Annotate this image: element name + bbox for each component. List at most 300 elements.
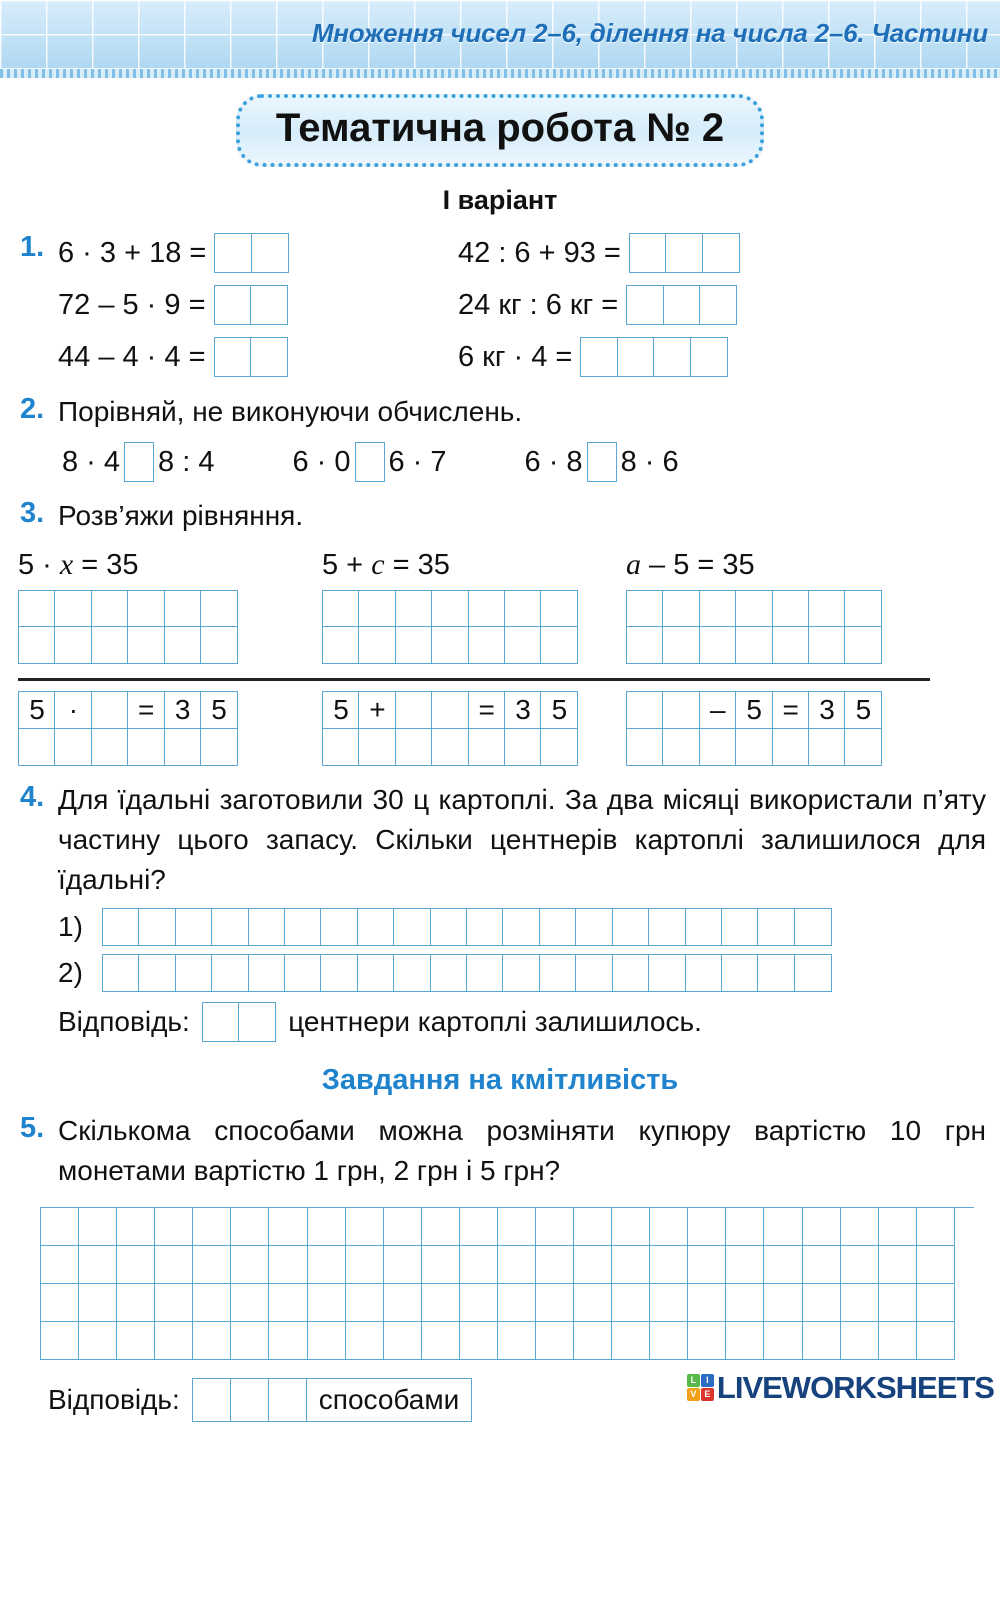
grid-cell[interactable] bbox=[841, 1284, 879, 1322]
grid-cell[interactable] bbox=[384, 1246, 422, 1284]
answer-cell[interactable] bbox=[721, 954, 759, 992]
answer-cell[interactable] bbox=[662, 626, 700, 664]
grid-cell[interactable] bbox=[460, 1284, 498, 1322]
grid-cell[interactable] bbox=[574, 1208, 612, 1246]
answer-cell[interactable]: 3 bbox=[164, 691, 202, 729]
answer-cell[interactable] bbox=[248, 908, 286, 946]
answer-cell[interactable] bbox=[18, 626, 56, 664]
answer-cell[interactable] bbox=[175, 954, 213, 992]
answer-cell[interactable] bbox=[102, 908, 140, 946]
grid-cell[interactable] bbox=[612, 1208, 650, 1246]
answer-cell[interactable] bbox=[54, 590, 92, 628]
answer-cell[interactable] bbox=[322, 590, 360, 628]
grid-cell[interactable] bbox=[841, 1322, 879, 1360]
answer-cell[interactable] bbox=[580, 337, 618, 377]
answer-cell[interactable]: = bbox=[127, 691, 165, 729]
exercise-3-number: 3. bbox=[20, 497, 45, 529]
exercise-4-work-line bbox=[58, 908, 986, 946]
answer-cell[interactable] bbox=[612, 908, 650, 946]
grid-cell[interactable] bbox=[879, 1208, 917, 1246]
answer-cell[interactable] bbox=[430, 908, 468, 946]
grid-cell[interactable] bbox=[498, 1246, 536, 1284]
answer-cell[interactable] bbox=[127, 590, 165, 628]
answer-cell[interactable] bbox=[772, 590, 810, 628]
grid-cell[interactable] bbox=[726, 1284, 764, 1322]
grid-cell[interactable] bbox=[346, 1208, 384, 1246]
equation-solution-grid[interactable] bbox=[626, 691, 930, 765]
grid-cell[interactable] bbox=[764, 1284, 802, 1322]
answer-cell[interactable] bbox=[320, 908, 358, 946]
answer-cell[interactable] bbox=[18, 590, 56, 628]
grid-cell[interactable] bbox=[117, 1208, 155, 1246]
answer-cell[interactable] bbox=[248, 954, 286, 992]
answer-cell[interactable] bbox=[540, 728, 578, 766]
answer-cell[interactable] bbox=[238, 1002, 276, 1042]
answer-cell[interactable] bbox=[138, 954, 176, 992]
grid-cell[interactable] bbox=[422, 1284, 460, 1322]
grid-cell[interactable] bbox=[612, 1284, 650, 1322]
grid-cell[interactable] bbox=[269, 1246, 307, 1284]
answer-cell[interactable] bbox=[91, 590, 129, 628]
grid-cell[interactable] bbox=[308, 1246, 346, 1284]
worksheet-title: Тематична робота № 2 bbox=[236, 94, 764, 167]
answer-cell[interactable] bbox=[587, 442, 617, 482]
answer-cell[interactable] bbox=[617, 337, 655, 377]
grid-cell[interactable] bbox=[688, 1284, 726, 1322]
answer-cell[interactable] bbox=[175, 908, 213, 946]
exercise-1-item bbox=[58, 232, 458, 274]
grid-cell[interactable] bbox=[460, 1322, 498, 1360]
answer-cell[interactable] bbox=[662, 691, 700, 729]
answer-cell[interactable] bbox=[648, 908, 686, 946]
grid-cell[interactable] bbox=[460, 1246, 498, 1284]
grid-cell[interactable] bbox=[41, 1284, 79, 1322]
equation-solution-grid[interactable] bbox=[322, 691, 626, 765]
equation-lead: 5 + bbox=[322, 549, 372, 581]
exercise-2-number: 2. bbox=[20, 393, 45, 425]
answer-cell[interactable] bbox=[575, 908, 613, 946]
exercise-4 bbox=[14, 780, 986, 1042]
equation-label bbox=[322, 548, 626, 584]
comparison-left: 8 · 4 bbox=[62, 445, 121, 478]
answer-cell[interactable] bbox=[468, 728, 506, 766]
grid-cell[interactable] bbox=[841, 1208, 879, 1246]
answer-cell[interactable]: + bbox=[358, 691, 396, 729]
answer-cell[interactable] bbox=[214, 285, 252, 325]
answer-cell[interactable] bbox=[504, 590, 542, 628]
exercise-5-work-grid[interactable] bbox=[40, 1207, 974, 1360]
answer-cell[interactable] bbox=[540, 626, 578, 664]
grid-cell[interactable] bbox=[803, 1322, 841, 1360]
answer-cell[interactable] bbox=[431, 691, 469, 729]
logo-tile-l: L bbox=[687, 1374, 700, 1387]
answer-cell[interactable]: 5 bbox=[200, 691, 238, 729]
grid-cell[interactable] bbox=[41, 1246, 79, 1284]
answer-cell[interactable] bbox=[251, 233, 289, 273]
grid-cell[interactable] bbox=[346, 1246, 384, 1284]
grid-cell[interactable] bbox=[536, 1246, 574, 1284]
exercise-4-answer-suffix: центнери картоплі залишилось. bbox=[288, 1005, 702, 1037]
grid-cell[interactable] bbox=[117, 1322, 155, 1360]
answer-cell[interactable] bbox=[127, 626, 165, 664]
grid-cell[interactable] bbox=[650, 1284, 688, 1322]
answer-cell[interactable] bbox=[757, 954, 795, 992]
answer-cell[interactable] bbox=[699, 285, 737, 325]
answer-cell[interactable] bbox=[357, 954, 395, 992]
grid-cell[interactable] bbox=[193, 1284, 231, 1322]
exercise-1-item bbox=[458, 284, 986, 326]
answer-cell[interactable] bbox=[431, 590, 469, 628]
grid-cell[interactable] bbox=[917, 1284, 955, 1322]
answer-cell[interactable] bbox=[91, 691, 129, 729]
grid-cell[interactable] bbox=[612, 1246, 650, 1284]
answer-cell[interactable] bbox=[54, 728, 92, 766]
grid-cell[interactable] bbox=[803, 1208, 841, 1246]
exercise-4-answer-label: Відповідь: bbox=[58, 1005, 190, 1037]
exercise-5 bbox=[14, 1111, 986, 1191]
answer-cell[interactable]: 5 bbox=[844, 691, 882, 729]
exercise-1-item bbox=[58, 336, 458, 378]
grid-cell[interactable] bbox=[917, 1208, 955, 1246]
answer-cell[interactable] bbox=[844, 590, 882, 628]
exercise-5-answer-box[interactable] bbox=[192, 1378, 472, 1422]
grid-cell[interactable] bbox=[422, 1246, 460, 1284]
answer-cell[interactable] bbox=[539, 908, 577, 946]
answer-cell[interactable] bbox=[355, 442, 385, 482]
grid-cell[interactable] bbox=[879, 1246, 917, 1284]
grid-cell[interactable] bbox=[155, 1322, 193, 1360]
grid-cell[interactable] bbox=[193, 1322, 231, 1360]
answer-cell[interactable] bbox=[358, 728, 396, 766]
grid-cell[interactable] bbox=[117, 1246, 155, 1284]
answer-cell[interactable] bbox=[200, 626, 238, 664]
answer-cell[interactable] bbox=[395, 728, 433, 766]
variant-label: I варіант bbox=[442, 185, 558, 215]
exercise-1 bbox=[14, 230, 986, 378]
grid-cell[interactable] bbox=[498, 1284, 536, 1322]
smarts-section-heading: Завдання на кмітливість bbox=[321, 1063, 679, 1096]
grid-cell[interactable] bbox=[726, 1208, 764, 1246]
exercise-5-number: 5. bbox=[20, 1111, 45, 1144]
answer-cell[interactable] bbox=[18, 728, 56, 766]
answer-cell[interactable] bbox=[200, 590, 238, 628]
answer-cell[interactable] bbox=[124, 442, 154, 482]
answer-cell[interactable] bbox=[662, 728, 700, 766]
answer-cell[interactable] bbox=[808, 626, 846, 664]
grid-cell[interactable] bbox=[79, 1284, 117, 1322]
answer-cell[interactable] bbox=[91, 728, 129, 766]
answer-cell[interactable] bbox=[393, 954, 431, 992]
answer-cell[interactable] bbox=[702, 233, 740, 273]
grid-cell[interactable] bbox=[574, 1322, 612, 1360]
grid-cell[interactable] bbox=[155, 1284, 193, 1322]
grid-cell[interactable] bbox=[384, 1208, 422, 1246]
answer-cell[interactable] bbox=[231, 1379, 269, 1421]
equation-work-grid[interactable] bbox=[18, 590, 322, 664]
answer-cell[interactable] bbox=[431, 626, 469, 664]
grid-cell[interactable] bbox=[650, 1208, 688, 1246]
answer-cell[interactable] bbox=[320, 954, 358, 992]
grid-cell[interactable] bbox=[308, 1208, 346, 1246]
grid-cell[interactable] bbox=[726, 1322, 764, 1360]
comparison-sign-box bbox=[124, 442, 154, 482]
grid-row bbox=[41, 1284, 974, 1322]
answer-cell[interactable] bbox=[200, 728, 238, 766]
grid-cell[interactable] bbox=[308, 1284, 346, 1322]
answer-cell[interactable] bbox=[626, 691, 664, 729]
answer-cell[interactable] bbox=[395, 626, 433, 664]
grid-cell[interactable] bbox=[498, 1322, 536, 1360]
grid-cell[interactable] bbox=[536, 1322, 574, 1360]
exercise-1-expression: 24 кг : 6 кг = bbox=[458, 288, 619, 321]
grid-cell[interactable] bbox=[879, 1322, 917, 1360]
grid-cell[interactable] bbox=[346, 1284, 384, 1322]
answer-cell[interactable] bbox=[284, 908, 322, 946]
grid-cell[interactable] bbox=[460, 1208, 498, 1246]
grid-cell[interactable] bbox=[536, 1284, 574, 1322]
grid-cell[interactable] bbox=[688, 1208, 726, 1246]
exercise-1-grid bbox=[58, 232, 986, 378]
worksheet-page bbox=[0, 230, 1000, 1422]
answer-cell[interactable] bbox=[358, 626, 396, 664]
answer-cell[interactable] bbox=[794, 954, 832, 992]
answer-cell[interactable]: 3 bbox=[504, 691, 542, 729]
grid-cell[interactable] bbox=[193, 1246, 231, 1284]
grid-cell[interactable] bbox=[764, 1322, 802, 1360]
answer-cell[interactable] bbox=[466, 908, 504, 946]
exercise-1-item bbox=[58, 284, 458, 326]
grid-cell[interactable] bbox=[231, 1246, 269, 1284]
answer-cell[interactable]: = bbox=[468, 691, 506, 729]
grid-cell[interactable] bbox=[764, 1246, 802, 1284]
worksheet-title-container bbox=[0, 94, 1000, 167]
answer-cell[interactable]: 5 bbox=[735, 691, 773, 729]
comparison-right: 8 : 4 bbox=[158, 445, 215, 478]
answer-cell[interactable] bbox=[685, 908, 723, 946]
exercise-2 bbox=[14, 392, 986, 482]
grid-cell[interactable] bbox=[269, 1284, 307, 1322]
answer-cell[interactable] bbox=[539, 954, 577, 992]
grid-cell[interactable] bbox=[269, 1322, 307, 1360]
grid-cell[interactable] bbox=[231, 1284, 269, 1322]
answer-cell[interactable] bbox=[127, 728, 165, 766]
answer-cell[interactable] bbox=[502, 908, 540, 946]
answer-cell[interactable]: 3 bbox=[808, 691, 846, 729]
answer-cell[interactable] bbox=[214, 233, 252, 273]
grid-cell[interactable] bbox=[917, 1322, 955, 1360]
equation-solution-grid[interactable] bbox=[18, 691, 322, 765]
grid-cell[interactable] bbox=[879, 1284, 917, 1322]
answer-cell[interactable] bbox=[663, 285, 701, 325]
grid-cell[interactable] bbox=[688, 1246, 726, 1284]
exercise-1-expression: 44 – 4 · 4 = bbox=[58, 340, 206, 373]
exercise-1-expression: 6 · 3 + 18 = bbox=[58, 236, 207, 269]
answer-cell[interactable] bbox=[648, 954, 686, 992]
answer-cell[interactable] bbox=[665, 233, 703, 273]
answer-cell[interactable] bbox=[393, 908, 431, 946]
answer-cell[interactable] bbox=[757, 908, 795, 946]
answer-cell[interactable]: 5 bbox=[540, 691, 578, 729]
answer-cell[interactable] bbox=[575, 954, 613, 992]
grid-cell[interactable] bbox=[574, 1284, 612, 1322]
answer-cell[interactable]: – bbox=[699, 691, 737, 729]
answer-cell[interactable] bbox=[358, 590, 396, 628]
answer-cell[interactable] bbox=[468, 626, 506, 664]
grid-cell[interactable] bbox=[536, 1208, 574, 1246]
grid-cell[interactable] bbox=[422, 1208, 460, 1246]
answer-cell[interactable] bbox=[794, 908, 832, 946]
answer-cell[interactable]: = bbox=[772, 691, 810, 729]
grid-cell[interactable] bbox=[41, 1322, 79, 1360]
answer-cell[interactable] bbox=[699, 626, 737, 664]
grid-cell[interactable] bbox=[41, 1208, 79, 1246]
exercise-1-expression: 72 – 5 · 9 = bbox=[58, 288, 206, 321]
grid-cell[interactable] bbox=[231, 1322, 269, 1360]
answer-cell[interactable] bbox=[772, 626, 810, 664]
equation-work-grid[interactable] bbox=[626, 590, 930, 664]
grid-cell[interactable] bbox=[79, 1322, 117, 1360]
grid-cell[interactable] bbox=[574, 1246, 612, 1284]
grid-cell[interactable] bbox=[803, 1284, 841, 1322]
grid-cell[interactable] bbox=[155, 1246, 193, 1284]
answer-cell[interactable] bbox=[211, 954, 249, 992]
answer-cell[interactable] bbox=[735, 728, 773, 766]
answer-cell[interactable] bbox=[322, 626, 360, 664]
answer-cell[interactable] bbox=[164, 626, 202, 664]
answer-cell[interactable] bbox=[250, 285, 288, 325]
answer-cell[interactable] bbox=[395, 691, 433, 729]
grid-cell[interactable] bbox=[193, 1208, 231, 1246]
exercise-1-number: 1. bbox=[20, 231, 45, 263]
answer-cell[interactable] bbox=[626, 285, 664, 325]
grid-cell[interactable] bbox=[155, 1208, 193, 1246]
answer-cell[interactable] bbox=[662, 590, 700, 628]
answer-cell[interactable]: 5 bbox=[322, 691, 360, 729]
grid-cell[interactable] bbox=[422, 1322, 460, 1360]
answer-cell[interactable] bbox=[357, 908, 395, 946]
exercise-4-work-lines bbox=[58, 908, 986, 992]
answer-cell[interactable] bbox=[284, 954, 322, 992]
answer-cell[interactable] bbox=[690, 337, 728, 377]
answer-cell[interactable] bbox=[735, 590, 773, 628]
grid-cell[interactable] bbox=[764, 1208, 802, 1246]
answer-cell[interactable] bbox=[466, 954, 504, 992]
answer-cell[interactable] bbox=[626, 728, 664, 766]
answer-cell[interactable] bbox=[504, 626, 542, 664]
answer-cell[interactable]: · bbox=[54, 691, 92, 729]
answer-cell[interactable] bbox=[214, 337, 252, 377]
answer-cell[interactable] bbox=[138, 908, 176, 946]
answer-cell[interactable] bbox=[808, 728, 846, 766]
answer-cell[interactable] bbox=[211, 908, 249, 946]
answer-cell[interactable] bbox=[468, 590, 506, 628]
logo-tile-v: V bbox=[687, 1388, 700, 1401]
answer-cell[interactable] bbox=[164, 728, 202, 766]
grid-cell[interactable] bbox=[384, 1284, 422, 1322]
answer-cell[interactable] bbox=[699, 590, 737, 628]
grid-cell[interactable] bbox=[231, 1208, 269, 1246]
answer-cell[interactable] bbox=[502, 954, 540, 992]
answer-cell[interactable] bbox=[430, 954, 468, 992]
answer-cell[interactable] bbox=[735, 626, 773, 664]
logo-tile-e: E bbox=[701, 1388, 714, 1401]
answer-cell[interactable] bbox=[721, 908, 759, 946]
grid-cell[interactable] bbox=[79, 1208, 117, 1246]
grid-row bbox=[41, 1246, 974, 1284]
grid-cell[interactable] bbox=[384, 1322, 422, 1360]
grid-cell[interactable] bbox=[498, 1208, 536, 1246]
grid-cell[interactable] bbox=[917, 1246, 955, 1284]
grid-cell[interactable] bbox=[269, 1208, 307, 1246]
answer-cell[interactable] bbox=[164, 590, 202, 628]
exercise-5-answer-label: Відповідь: bbox=[48, 1383, 180, 1415]
answer-cell[interactable] bbox=[699, 728, 737, 766]
answer-cell[interactable] bbox=[322, 728, 360, 766]
grid-cell[interactable] bbox=[117, 1284, 155, 1322]
comparison-item bbox=[525, 442, 679, 482]
grid-cell[interactable] bbox=[726, 1246, 764, 1284]
answer-cell[interactable] bbox=[844, 728, 882, 766]
answer-cell[interactable] bbox=[504, 728, 542, 766]
answer-cell[interactable] bbox=[431, 728, 469, 766]
answer-cell[interactable] bbox=[102, 954, 140, 992]
logo-tile-i: I bbox=[701, 1374, 714, 1387]
section-divider bbox=[626, 678, 930, 681]
answer-cell[interactable] bbox=[612, 954, 650, 992]
grid-cell[interactable] bbox=[612, 1322, 650, 1360]
grid-cell[interactable] bbox=[688, 1322, 726, 1360]
comparison-left: 6 · 8 bbox=[524, 445, 583, 478]
answer-cell[interactable] bbox=[685, 954, 723, 992]
answer-cell[interactable] bbox=[626, 626, 664, 664]
comparison-left: 6 · 0 bbox=[292, 445, 351, 478]
exercise-4-number: 4. bbox=[20, 780, 45, 813]
answer-cell[interactable] bbox=[395, 590, 433, 628]
answer-cell[interactable] bbox=[269, 1379, 307, 1421]
exercise-1-item bbox=[458, 232, 986, 274]
answer-cell[interactable] bbox=[653, 337, 691, 377]
grid-cell[interactable] bbox=[650, 1322, 688, 1360]
comparison-right: 6 · 7 bbox=[388, 445, 447, 478]
answer-cell[interactable] bbox=[91, 626, 129, 664]
answer-cell[interactable] bbox=[629, 233, 667, 273]
chapter-title: Множення чисел 2–6, ділення на числа 2–6. Частини bbox=[311, 18, 988, 48]
exercise-2-comparisons bbox=[58, 442, 986, 482]
exercise-3-instruction: Розв’яжи рівняння. bbox=[58, 500, 304, 531]
grid-cell[interactable] bbox=[79, 1246, 117, 1284]
answer-cell[interactable] bbox=[772, 728, 810, 766]
liveworksheets-logo-icon bbox=[687, 1374, 714, 1401]
answer-cell[interactable] bbox=[250, 337, 288, 377]
work-line-label: 2) bbox=[58, 956, 83, 988]
answer-cell[interactable] bbox=[202, 1002, 240, 1042]
answer-cell[interactable] bbox=[844, 626, 882, 664]
exercise-4-answer-cells[interactable] bbox=[202, 1002, 276, 1042]
grid-cell[interactable] bbox=[841, 1246, 879, 1284]
equation-column bbox=[18, 548, 322, 766]
answer-cell[interactable] bbox=[54, 626, 92, 664]
answer-cell[interactable] bbox=[540, 590, 578, 628]
answer-cell[interactable] bbox=[626, 590, 664, 628]
grid-cell[interactable] bbox=[803, 1246, 841, 1284]
grid-cell[interactable] bbox=[308, 1322, 346, 1360]
answer-cell[interactable] bbox=[808, 590, 846, 628]
grid-cell[interactable] bbox=[650, 1246, 688, 1284]
grid-cell[interactable] bbox=[346, 1322, 384, 1360]
equation-work-grid[interactable] bbox=[322, 590, 626, 664]
answer-cell[interactable]: 5 bbox=[18, 691, 56, 729]
answer-cell[interactable] bbox=[193, 1379, 231, 1421]
